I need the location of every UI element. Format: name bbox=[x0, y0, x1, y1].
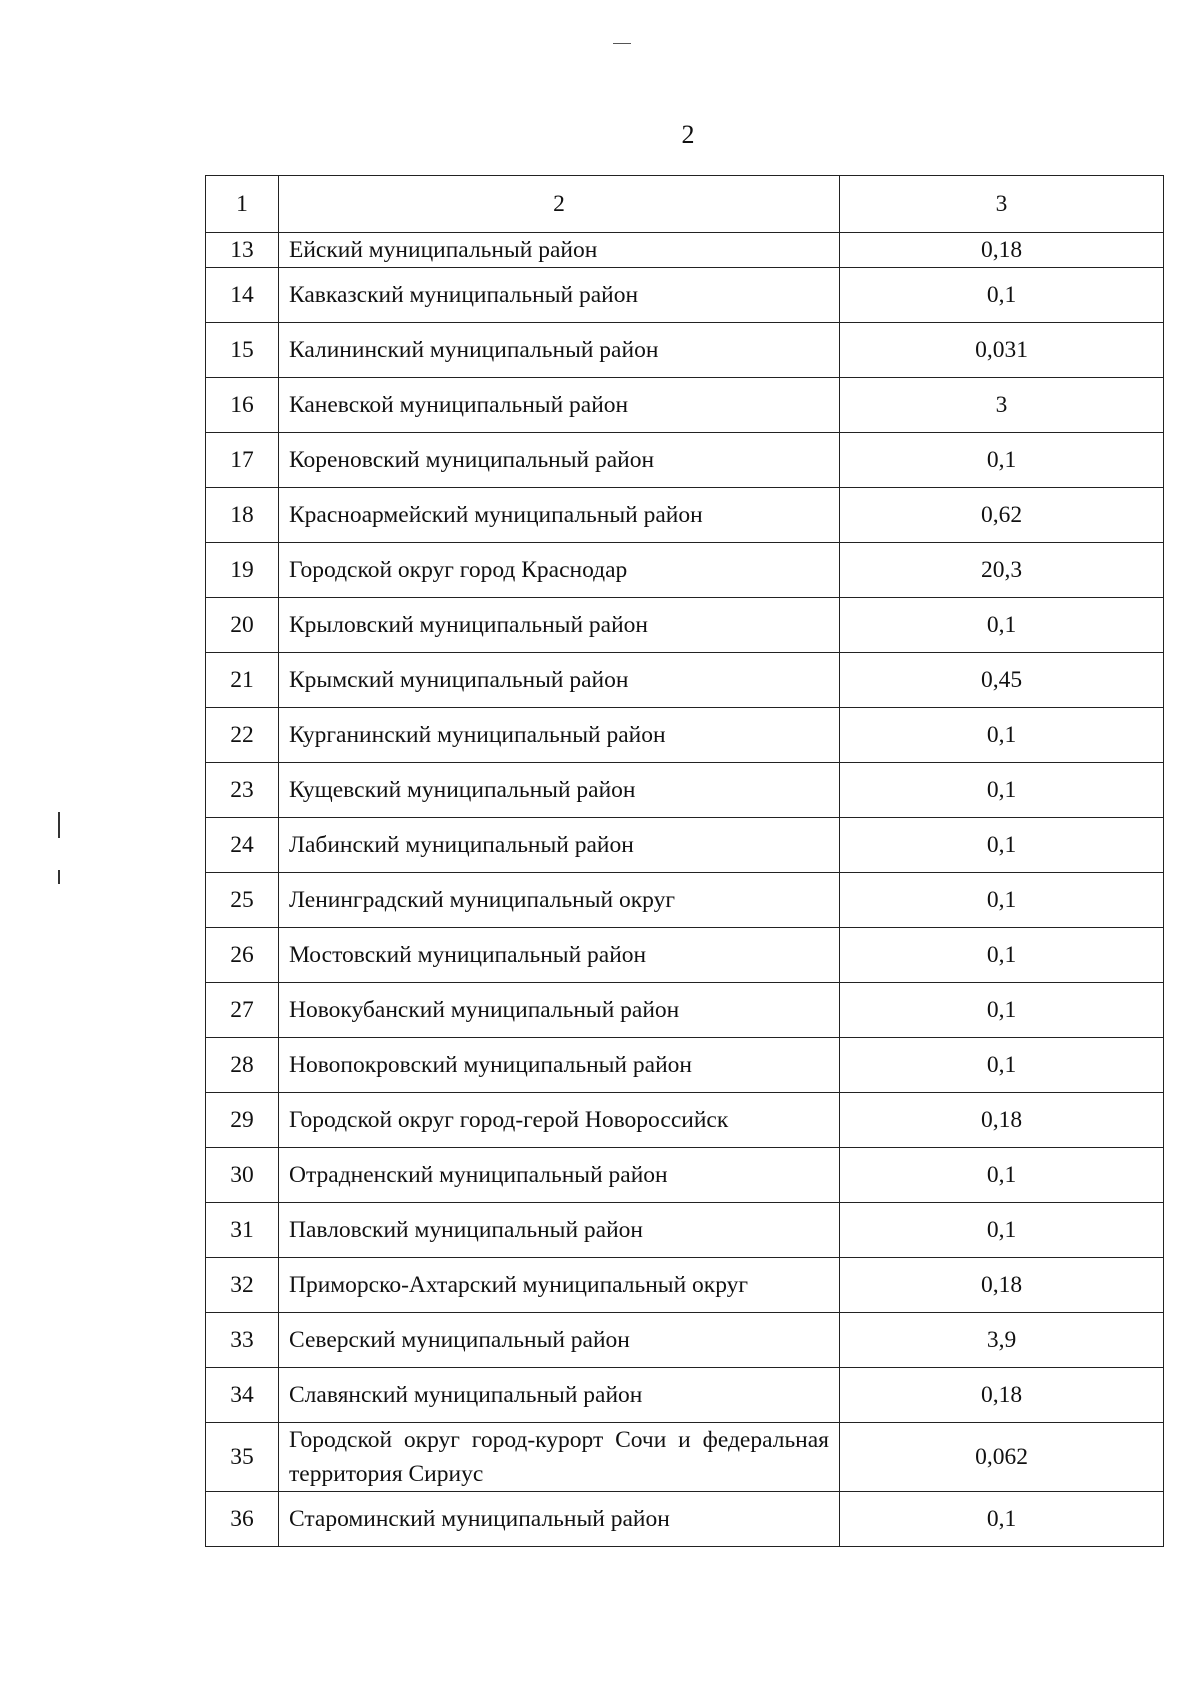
allocation-value: 0,1 bbox=[840, 928, 1164, 983]
row-number: 26 bbox=[206, 928, 279, 983]
municipality-name: Городской округ город-герой Новороссийск bbox=[279, 1093, 840, 1148]
row-number: 15 bbox=[206, 323, 279, 378]
table-row bbox=[206, 1492, 1164, 1547]
table-row bbox=[206, 543, 1164, 598]
municipality-name: Крымский муниципальный район bbox=[279, 653, 840, 708]
allocation-value: 0,1 bbox=[840, 598, 1164, 653]
municipality-name: Кущевский муниципальный район bbox=[279, 763, 840, 818]
table-row bbox=[206, 1093, 1164, 1148]
row-number: 13 bbox=[206, 233, 279, 268]
allocation-value: 0,1 bbox=[840, 1203, 1164, 1258]
row-number: 36 bbox=[206, 1492, 279, 1547]
municipality-name: Кавказский муниципальный район bbox=[279, 268, 840, 323]
municipality-name: Кореновский муниципальный район bbox=[279, 433, 840, 488]
allocation-value: 0,1 bbox=[840, 433, 1164, 488]
allocation-value: 0,1 bbox=[840, 268, 1164, 323]
municipality-name: Калининский муниципальный район bbox=[279, 323, 840, 378]
top-scan-mark bbox=[613, 43, 631, 44]
row-number: 32 bbox=[206, 1258, 279, 1313]
municipality-name: Ленинградский муниципальный округ bbox=[279, 873, 840, 928]
municipality-name: Ейский муниципальный район bbox=[279, 233, 840, 268]
table-header-row bbox=[206, 176, 1164, 233]
allocation-value: 0,062 bbox=[840, 1423, 1164, 1492]
row-number: 17 bbox=[206, 433, 279, 488]
municipality-name: Приморско-Ахтарский муниципальный округ bbox=[279, 1258, 840, 1313]
row-number: 33 bbox=[206, 1313, 279, 1368]
table-row bbox=[206, 708, 1164, 763]
allocation-value: 0,1 bbox=[840, 818, 1164, 873]
table-row bbox=[206, 1038, 1164, 1093]
table-row bbox=[206, 818, 1164, 873]
municipality-name: Павловский муниципальный район bbox=[279, 1203, 840, 1258]
allocation-value: 0,1 bbox=[840, 983, 1164, 1038]
column-header-name: 2 bbox=[279, 176, 840, 233]
row-number: 35 bbox=[206, 1423, 279, 1492]
allocation-value: 3 bbox=[840, 378, 1164, 433]
table-row bbox=[206, 1258, 1164, 1313]
table-row bbox=[206, 873, 1164, 928]
table-row bbox=[206, 1313, 1164, 1368]
municipality-name: Мостовский муниципальный район bbox=[279, 928, 840, 983]
allocation-value: 0,18 bbox=[840, 1258, 1164, 1313]
allocation-value: 0,1 bbox=[840, 1148, 1164, 1203]
row-number: 18 bbox=[206, 488, 279, 543]
table-row bbox=[206, 928, 1164, 983]
allocation-value: 3,9 bbox=[840, 1313, 1164, 1368]
row-number: 24 bbox=[206, 818, 279, 873]
table-row bbox=[206, 323, 1164, 378]
allocation-value: 0,1 bbox=[840, 1492, 1164, 1547]
row-number: 28 bbox=[206, 1038, 279, 1093]
row-number: 34 bbox=[206, 1368, 279, 1423]
table-row bbox=[206, 598, 1164, 653]
page-number: 2 bbox=[681, 120, 695, 149]
row-number: 27 bbox=[206, 983, 279, 1038]
municipality-name: Городской округ город Краснодар bbox=[279, 543, 840, 598]
municipality-name: Красноармейский муниципальный район bbox=[279, 488, 840, 543]
table-row bbox=[206, 433, 1164, 488]
allocation-value: 0,18 bbox=[840, 1368, 1164, 1423]
municipality-name: Новопокровский муниципальный район bbox=[279, 1038, 840, 1093]
row-number: 31 bbox=[206, 1203, 279, 1258]
row-number: 23 bbox=[206, 763, 279, 818]
allocation-value: 0,1 bbox=[840, 708, 1164, 763]
table-row bbox=[206, 983, 1164, 1038]
left-margin-scan-mark bbox=[58, 812, 60, 838]
allocation-value: 0,1 bbox=[840, 763, 1164, 818]
row-number: 20 bbox=[206, 598, 279, 653]
table-row bbox=[206, 268, 1164, 323]
allocation-value: 0,62 bbox=[840, 488, 1164, 543]
allocation-value: 0,18 bbox=[840, 1093, 1164, 1148]
allocation-value: 0,031 bbox=[840, 323, 1164, 378]
row-number: 29 bbox=[206, 1093, 279, 1148]
municipality-name: Северский муниципальный район bbox=[279, 1313, 840, 1368]
municipality-name: Крыловский муниципальный район bbox=[279, 598, 840, 653]
row-number: 14 bbox=[206, 268, 279, 323]
table-row bbox=[206, 488, 1164, 543]
municipality-name: Городской округ город-курорт Сочи и федеральная территория Сириус bbox=[279, 1423, 840, 1492]
municipality-name: Лабинский муниципальный район bbox=[279, 818, 840, 873]
allocation-value: 0,45 bbox=[840, 653, 1164, 708]
table-row bbox=[206, 763, 1164, 818]
row-number: 21 bbox=[206, 653, 279, 708]
row-number: 30 bbox=[206, 1148, 279, 1203]
column-header-value: 3 bbox=[840, 176, 1164, 233]
row-number: 16 bbox=[206, 378, 279, 433]
table-row bbox=[206, 378, 1164, 433]
allocation-value: 0,1 bbox=[840, 873, 1164, 928]
allocation-value: 0,18 bbox=[840, 233, 1164, 268]
row-number: 19 bbox=[206, 543, 279, 598]
municipality-name: Новокубанский муниципальный район bbox=[279, 983, 840, 1038]
municipality-name: Отрадненский муниципальный район bbox=[279, 1148, 840, 1203]
municipality-name: Славянский муниципальный район bbox=[279, 1368, 840, 1423]
table-row bbox=[206, 1203, 1164, 1258]
allocation-table bbox=[205, 175, 1164, 1547]
table-row bbox=[206, 1423, 1164, 1492]
table-row bbox=[206, 233, 1164, 268]
allocation-value: 20,3 bbox=[840, 543, 1164, 598]
allocation-value: 0,1 bbox=[840, 1038, 1164, 1093]
municipality-name: Курганинский муниципальный район bbox=[279, 708, 840, 763]
table-row bbox=[206, 653, 1164, 708]
table-row bbox=[206, 1368, 1164, 1423]
left-margin-scan-mark bbox=[58, 870, 60, 884]
column-header-number: 1 bbox=[206, 176, 279, 233]
row-number: 22 bbox=[206, 708, 279, 763]
table-row bbox=[206, 1148, 1164, 1203]
row-number: 25 bbox=[206, 873, 279, 928]
municipality-name: Каневской муниципальный район bbox=[279, 378, 840, 433]
municipality-name: Староминский муниципальный район bbox=[279, 1492, 840, 1547]
